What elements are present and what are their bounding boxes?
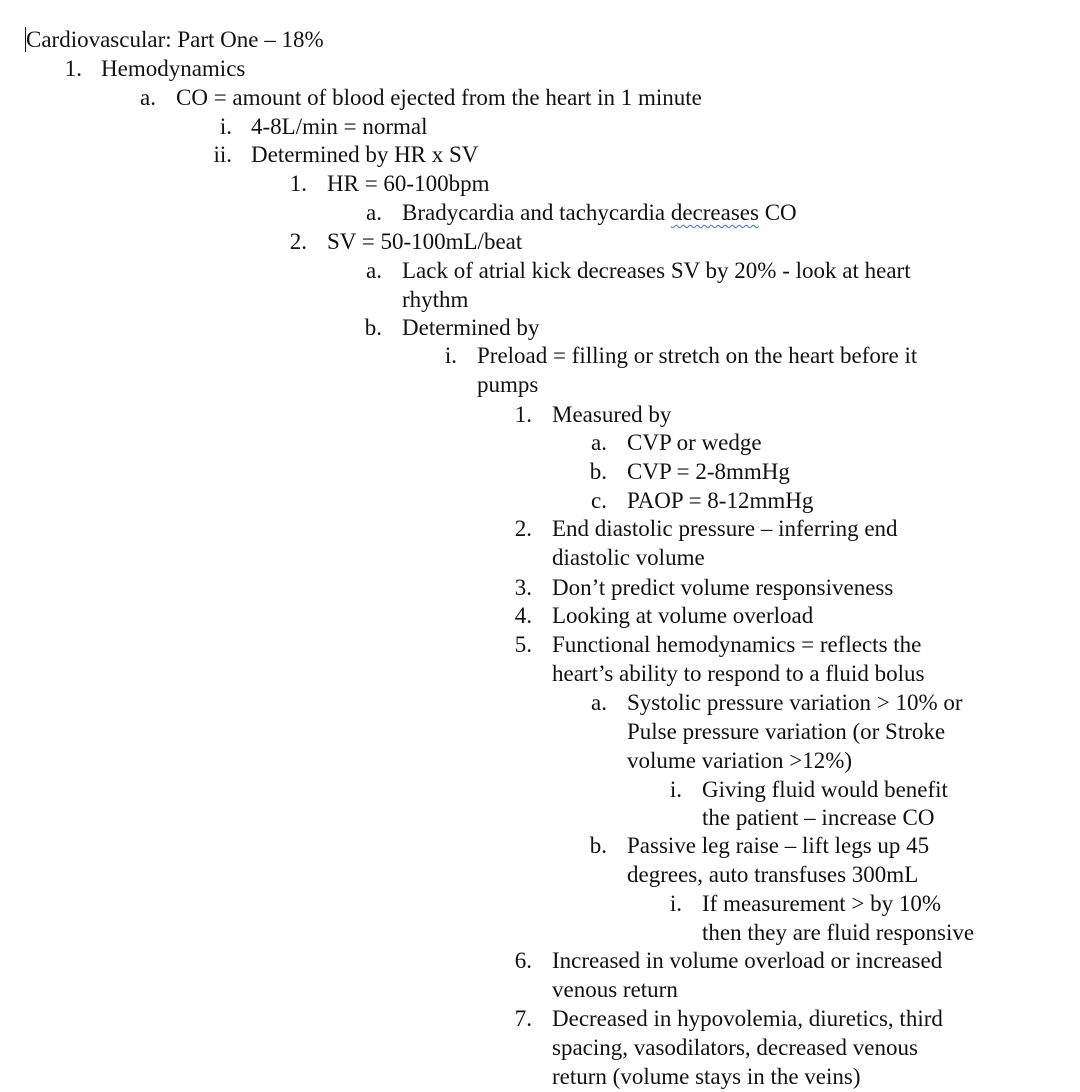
list-marker: i. xyxy=(444,343,457,368)
list-item: CO = amount of blood ejected from the heart in 1 minute xyxy=(176,85,702,110)
list-item-continuation: spacing, vasodilators, decreased venous xyxy=(552,1035,918,1060)
list-marker: a. xyxy=(591,430,607,455)
list-item-continuation: degrees, auto transfuses 300mL xyxy=(627,862,919,887)
list-marker: a. xyxy=(366,200,382,225)
list-item: Lack of atrial kick decreases SV by 20% - look at heart xyxy=(402,258,911,283)
list-marker: 4. xyxy=(514,603,532,628)
list-marker: 3. xyxy=(514,575,532,600)
list-marker: i. xyxy=(219,114,232,139)
list-marker: 2. xyxy=(514,516,532,541)
document-title: Cardiovascular: Part One – 18% xyxy=(26,27,324,52)
list-item-continuation: Pulse pressure variation (or Stroke xyxy=(627,719,946,744)
list-item-continuation: venous return xyxy=(552,977,678,1002)
list-item: Functional hemodynamics = reflects the xyxy=(552,632,922,657)
list-item: End diastolic pressure – inferring end xyxy=(552,516,898,541)
list-item: Preload = filling or stretch on the heart before it xyxy=(477,343,918,368)
list-item: Looking at volume overload xyxy=(552,603,814,628)
list-item-continuation: heart’s ability to respond to a fluid bolus xyxy=(552,661,925,686)
list-marker: a. xyxy=(140,85,156,110)
list-marker: 1. xyxy=(289,171,307,196)
list-item: Decreased in hypovolemia, diuretics, third xyxy=(552,1006,943,1031)
list-marker: i. xyxy=(669,891,682,916)
list-marker: b. xyxy=(364,315,382,340)
list-item: Determined by HR x SV xyxy=(251,142,479,167)
list-item: PAOP = 8-12mmHg xyxy=(627,488,814,513)
list-marker: 2. xyxy=(289,229,307,254)
list-item: Passive leg raise – lift legs up 45 xyxy=(627,833,930,858)
list-marker: b. xyxy=(589,459,607,484)
list-marker: a. xyxy=(591,690,607,715)
list-item: CVP or wedge xyxy=(627,430,762,455)
list-marker: 1. xyxy=(64,56,82,81)
list-marker: ii. xyxy=(213,142,232,167)
list-marker: c. xyxy=(591,488,607,513)
list-marker: 6. xyxy=(514,948,532,973)
list-item-continuation: return (volume stays in the veins) xyxy=(552,1064,861,1089)
list-item: Giving fluid would benefit xyxy=(702,777,948,802)
list-marker: i. xyxy=(669,777,682,802)
list-item: Measured by xyxy=(552,402,672,427)
spellcheck-flagged-word[interactable]: decreases xyxy=(670,200,759,225)
list-item-continuation: the patient – increase CO xyxy=(702,805,935,830)
list-marker: 1. xyxy=(514,402,532,427)
list-item-continuation: diastolic volume xyxy=(552,545,705,570)
list-item-continuation: rhythm xyxy=(402,287,469,312)
list-item-continuation: volume variation >12%) xyxy=(627,748,853,773)
list-marker: 7. xyxy=(514,1006,532,1031)
list-marker: b. xyxy=(589,833,607,858)
list-item: SV = 50-100mL/beat xyxy=(327,229,523,254)
list-item-continuation: pumps xyxy=(477,372,539,397)
list-marker: a. xyxy=(366,258,382,283)
list-item: HR = 60-100bpm xyxy=(327,171,490,196)
list-item: Determined by xyxy=(402,315,540,340)
list-item: Don’t predict volume responsiveness xyxy=(552,575,894,600)
list-item xyxy=(402,198,797,227)
item-text: Bradycardia and tachycardia xyxy=(402,200,671,225)
list-item: Hemodynamics xyxy=(101,56,246,81)
list-marker: 5. xyxy=(514,632,532,657)
list-item: If measurement > by 10% xyxy=(702,891,942,916)
item-text: CO xyxy=(758,200,797,225)
list-item-continuation: then they are fluid responsive xyxy=(702,920,975,945)
list-item: CVP = 2-8mmHg xyxy=(627,459,790,484)
list-item: Systolic pressure variation > 10% or xyxy=(627,690,963,715)
list-item: 4-8L/min = normal xyxy=(251,114,428,139)
list-item: Increased in volume overload or increased xyxy=(552,948,943,973)
